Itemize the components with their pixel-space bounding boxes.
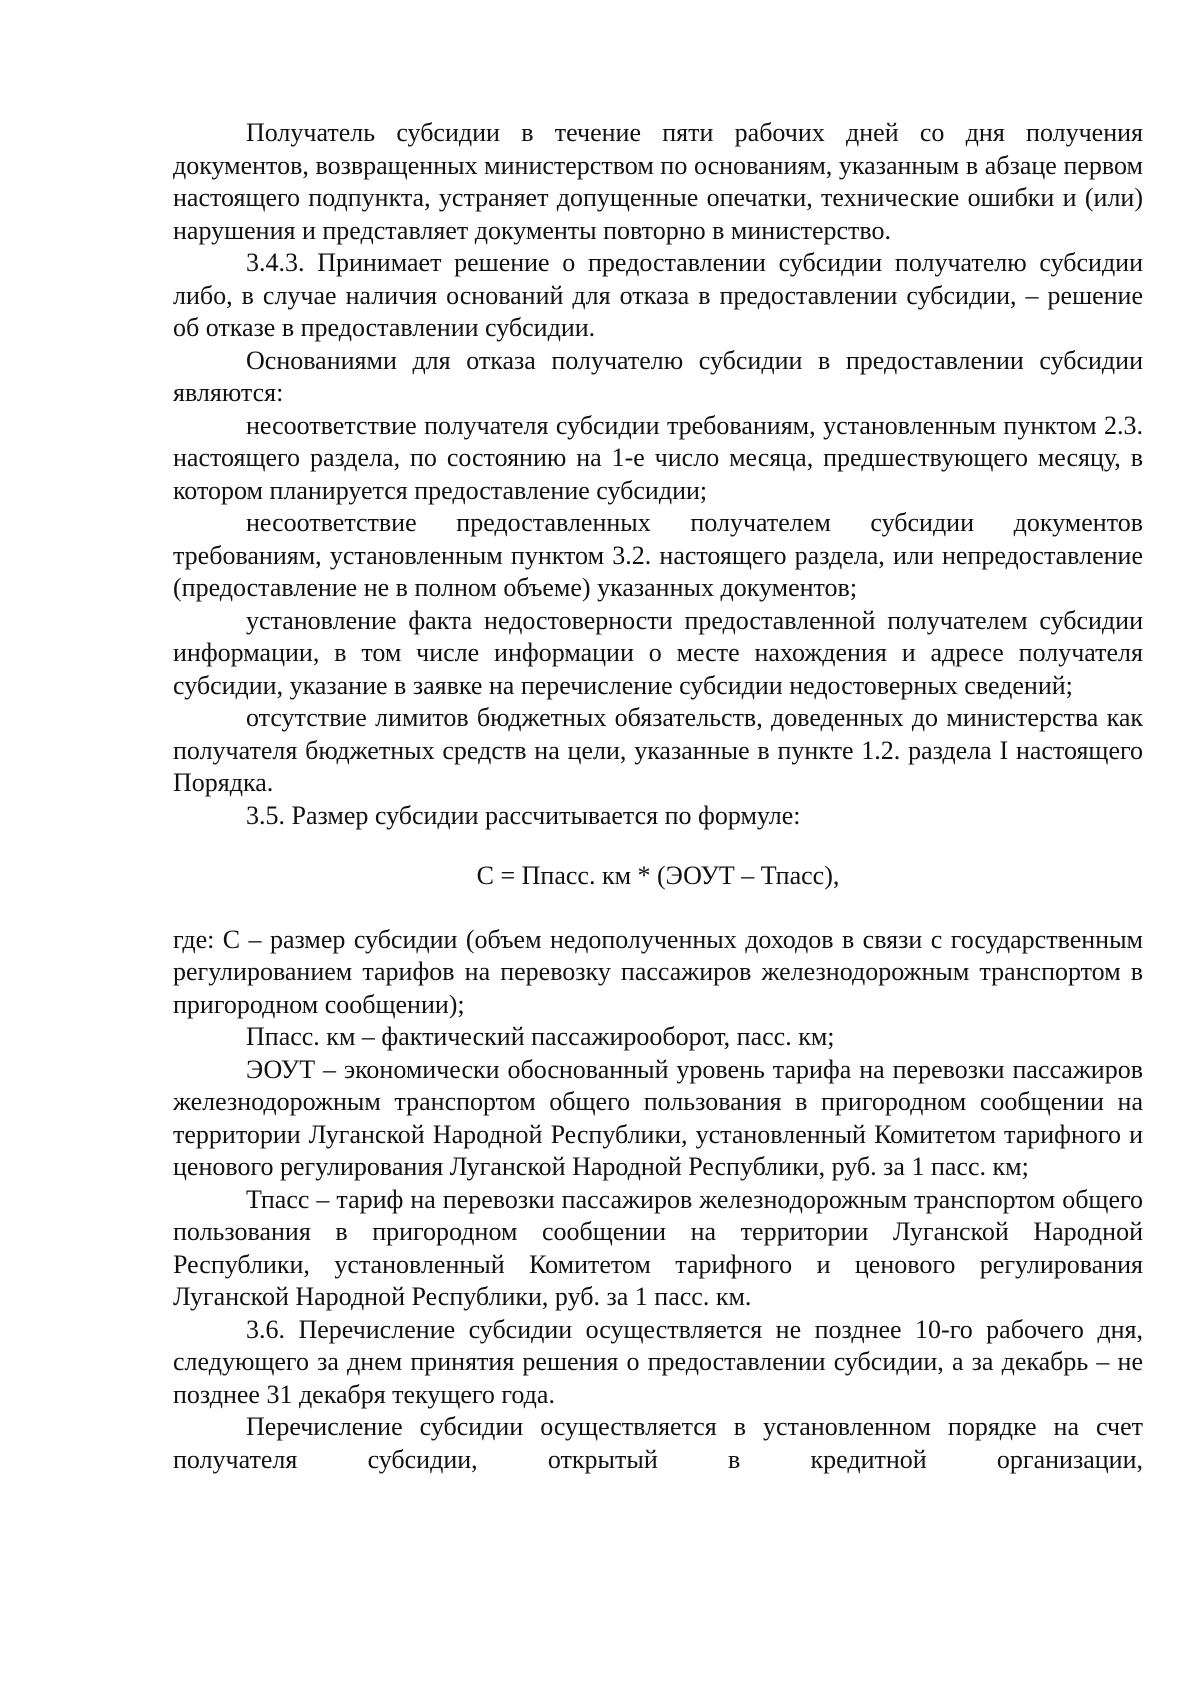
paragraph-ground-no-limits: отсутствие лимитов бюджетных обязательств, доведенных до министерства как получателя бюджетных средств на цели, указанные в пункте 1.2. раздела I настоящего Порядка. <box>173 703 1143 797</box>
paragraph-ground-documents: несоответствие предоставленных получателем субсидии документов требованиям, установленным пунктом 3.2. настоящего раздела, или непредоставление (предоставление не в полном объеме) указанных документов; <box>173 508 1143 602</box>
paragraph-tpass-definition: Тпасс – тариф на перевозки пассажиров железнодорожным транспортом общего пользования в пригородном сообщении на территории Луганской Народной Республики, установленный Комитетом тарифного и ценового регулирования Луганской Народной Республики, руб. за 1 пасс. км. <box>173 1184 1143 1311</box>
paragraph-eout-definition: ЭОУТ – экономически обоснованный уровень тарифа на перевозки пассажиров железнодорожным транспортом общего пользования в пригородном сообщении на территории Луганской Народной Республики, установленный Комитетом тарифного и ценового регулирования Луганской Народной Республики, руб. за 1 пасс. км; <box>173 1054 1143 1181</box>
subsidy-formula: С = Ппасс. км * (ЭОУТ – Тпасс), <box>476 861 840 890</box>
paragraph-3-6: 3.6. Перечисление субсидии осуществляется не позднее 10-го рабочего дня, следующего за днем принятия решения о предоставлении субсидии, а за декабрь – не позднее 31 декабря текущего года. <box>173 1314 1143 1409</box>
paragraph-transfer-account: Перечисление субсидии осуществляется в установленном порядке на счет получателя субсидии, открытый в кредитной организации, <box>173 1412 1143 1474</box>
paragraph-formula-where: где: С – размер субсидии (объем недополученных доходов в связи с государственным регулированием тарифов на перевозку пассажиров железнодорожным транспортом в пригородном сообщении); <box>173 924 1143 1019</box>
paragraph-ground-requirements: несоответствие получателя субсидии требованиям, установленным пунктом 2.3. настоящего раздела, по состоянию на 1-е число месяца, предшествующего месяцу, в котором планируется предоставление субсидии; <box>173 410 1143 505</box>
paragraph-3-5: 3.5. Размер субсидии рассчитывается по формуле: <box>246 800 801 830</box>
document-page <box>173 117 1143 1476</box>
paragraph-ppass-definition: Ппасс. км – фактический пассажирооборот, пасс. км; <box>246 1022 835 1051</box>
paragraph-ground-false-info: установление факта недостоверности предоставленной получателем субсидии информации, в том числе информации о месте нахождения и адресе получателя субсидии, указание в заявке на перечисление субсидии недостоверных сведений; <box>173 605 1143 700</box>
paragraph-resubmission: Получатель субсидии в течение пяти рабочих дней со дня получения документов, возвращенных министерством по основаниям, указанным в абзаце первом настоящего подпункта, устраняет допущенные опечатки, технические ошибки и (или) нарушения и представляет документы повторно в министерство. <box>173 118 1143 245</box>
paragraph-3-4-3: 3.4.3. Принимает решение о предоставлении субсидии получателю субсидии либо, в случае наличия оснований для отказа в предоставлении субсидии, – решение об отказе в предоставлении субсидии. <box>173 248 1143 342</box>
paragraph-refusal-grounds: Основаниями для отказа получателю субсидии в предоставлении субсидии являются: <box>173 345 1143 407</box>
